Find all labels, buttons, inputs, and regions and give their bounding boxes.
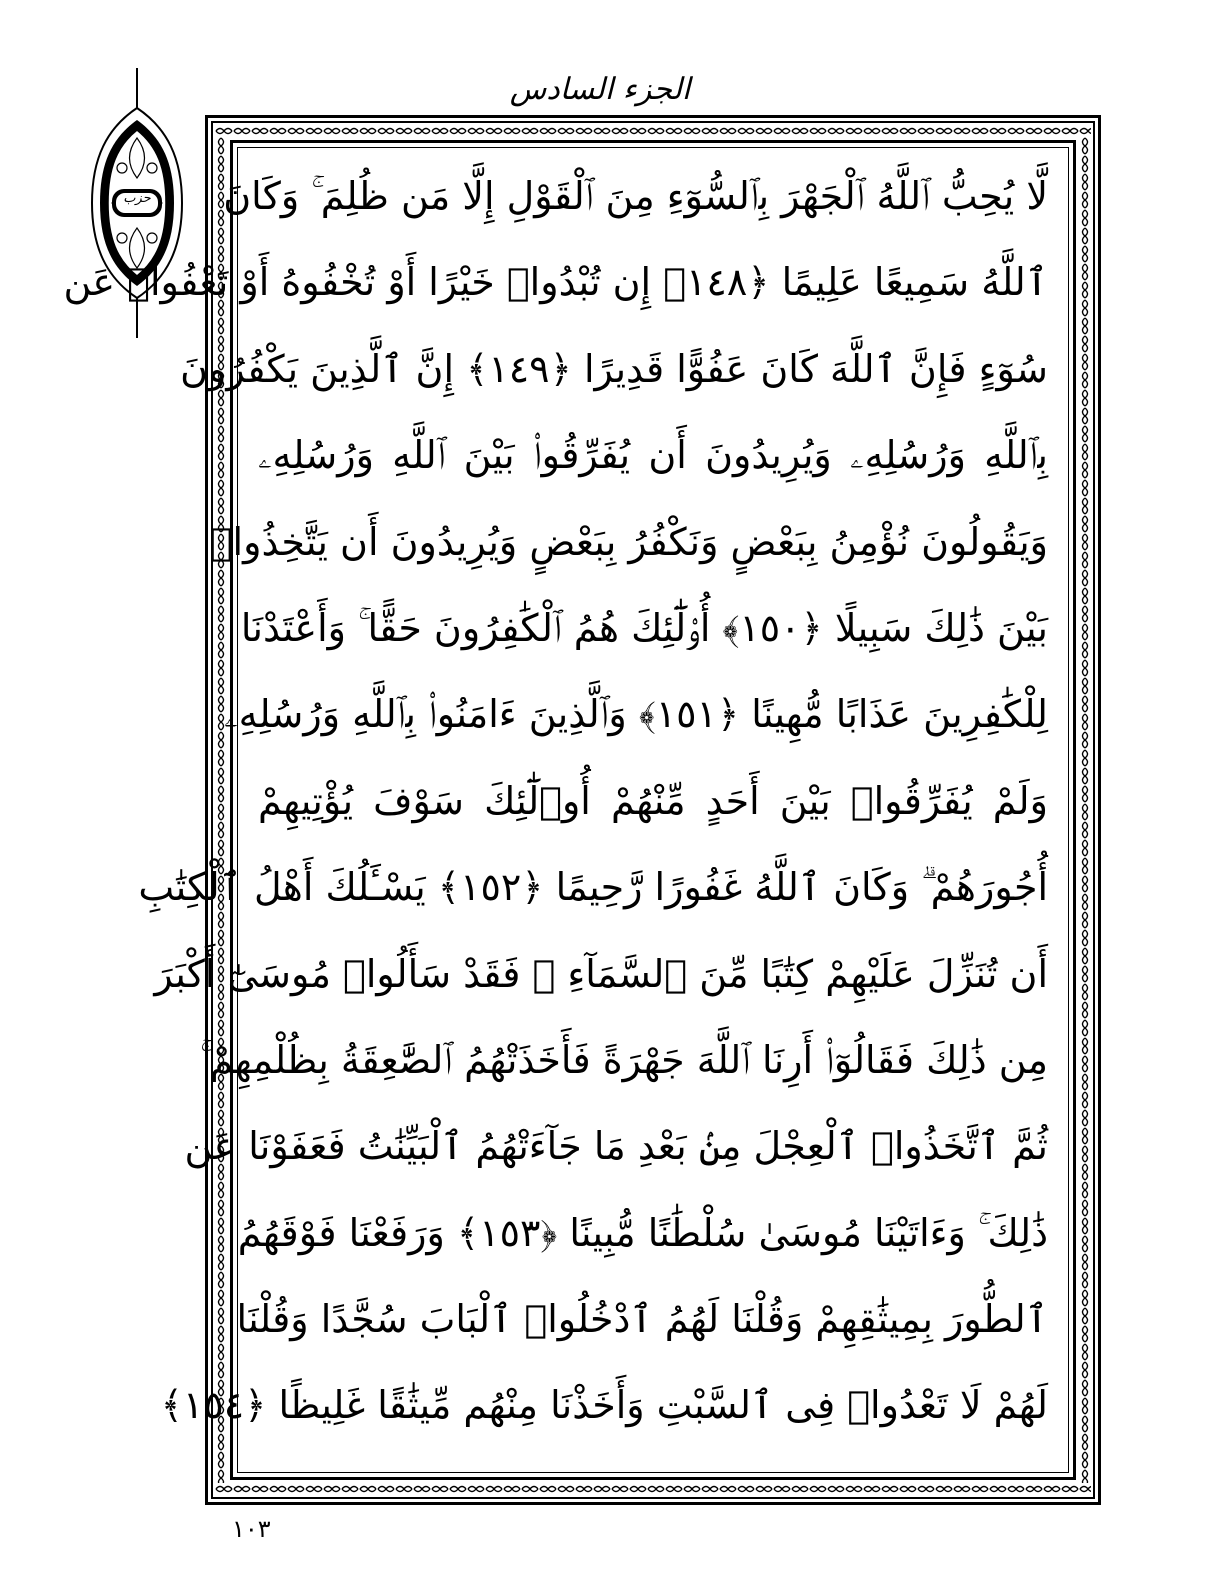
text-line: سُوٓءٍ فَإِنَّ ٱللَّهَ كَانَ عَفُوًّا قَدِيرًا ﴿١٤٩﴾ إِنَّ ٱلَّذِينَ يَكْفُرُونَ (180, 346, 1048, 391)
border-chain-right (1079, 137, 1091, 1483)
text-line: بَيْنَ ذَٰلِكَ سَبِيلًا ﴿١٥٠﴾ أُو۟لَٰٓئِكَ هُمُ ٱلْكَٰفِرُونَ حَقًّا ۚ وَأَعْتَدْنَا (240, 605, 1048, 650)
border-chain-top (215, 125, 1091, 137)
text-line: ٱللَّهُ سَمِيعًا عَلِيمًا ﴿١٤٨﴾ إِن تُبْدُوا۟ خَيْرًا أَوْ تُخْفُوهُ أَوْ تَعْفُوا۟ عَن (63, 260, 1048, 305)
text-line: لَّا يُحِبُّ ٱللَّهُ ٱلْجَهْرَ بِٱلسُّوٓءِ مِنَ ٱلْقَوْلِ إِلَّا مَن ظُلِمَ ۚ وَكَانَ (223, 174, 1048, 218)
text-line: بِٱللَّهِ وَرُسُلِهِۦ وَيُرِيدُونَ أَن يُفَرِّقُوا۟ بَيْنَ ٱللَّهِ وَرُسُلِهِۦ (258, 433, 1048, 478)
text-line: وَيَقُولُونَ نُؤْمِنُ بِبَعْضٍ وَنَكْفُرُ بِبَعْضٍ وَيُرِيدُونَ أَن يَتَّخِذُوا۟ (209, 519, 1048, 564)
text-line: أَن تُنَزِّلَ عَلَيْهِمْ كِتَٰبًا مِّنَ ٱلسَّمَآءِ ۚ فَقَدْ سَأَلُوا۟ مُوسَىٰٓ أَكْبَرَ (154, 951, 1048, 996)
text-line: لَهُمْ لَا تَعْدُوا۟ فِى ٱلسَّبْتِ وَأَخَذْنَا مِنْهُم مِّيثَٰقًا غَلِيظًا ﴿١٥٤﴾ (160, 1383, 1048, 1428)
text-line: مِن ذَٰلِكَ فَقَالُوٓا۟ أَرِنَا ٱللَّهَ جَهْرَةً فَأَخَذَتْهُمُ ٱلصَّٰعِقَةُ بِظُلْمِهِمْ ۚ (200, 1037, 1048, 1082)
text-line: ثُمَّ ٱتَّخَذُوا۟ ٱلْعِجْلَ مِنۢ بَعْدِ مَا جَآءَتْهُمُ ٱلْبَيِّنَٰتُ فَعَفَوْنَا عَن (184, 1124, 1048, 1169)
hizb-label: حزب (123, 191, 151, 206)
text-line: ذَٰلِكَ ۚ وَءَاتَيْنَا مُوسَىٰ سُلْطَٰنًا مُّبِينًا ﴿١٥٣﴾ وَرَفَعْنَا فَوْقَهُمُ (237, 1210, 1048, 1255)
border-chain-bottom (215, 1483, 1091, 1495)
text-line: لِلْكَٰفِرِينَ عَذَابًا مُّهِينًا ﴿١٥١﴾ وَٱلَّذِينَ ءَامَنُوا۟ بِٱللَّهِ وَرُسُلِهِۦ (224, 692, 1048, 737)
juz-header: الجزء السادس (509, 72, 691, 107)
page-number: ١٠٣ (232, 1515, 271, 1543)
text-line: أُجُورَهُمْ ۗ وَكَانَ ٱللَّهُ غَفُورًا رَّحِيمًا ﴿١٥٢﴾ يَسْـَٔلُكَ أَهْلُ ٱلْكِتَٰبِ (138, 865, 1048, 910)
text-line: ٱلطُّورَ بِمِيثَٰقِهِمْ وَقُلْنَا لَهُمُ ٱدْخُلُوا۟ ٱلْبَابَ سُجَّدًا وَقُلْنَا (236, 1297, 1048, 1342)
text-line: وَلَمْ يُفَرِّقُوا۟ بَيْنَ أَحَدٍ مِّنْهُمْ أُو۟لَٰٓئِكَ سَوْفَ يُؤْتِيهِمْ (258, 778, 1048, 823)
